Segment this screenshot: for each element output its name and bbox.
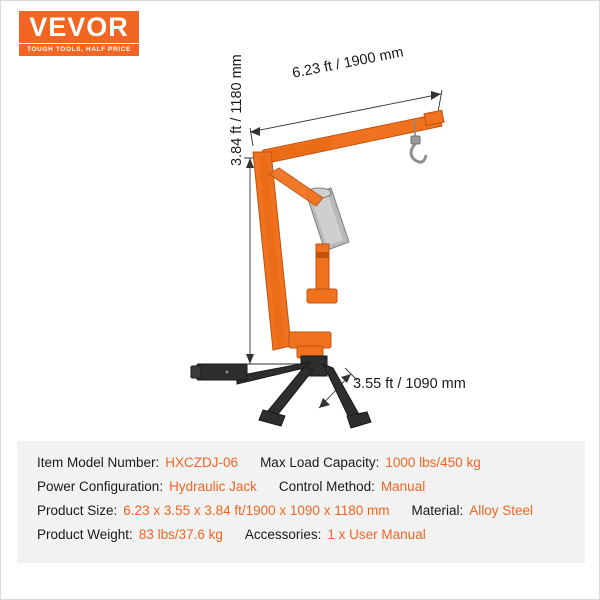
spec-row bbox=[37, 527, 565, 551]
spec-row bbox=[37, 503, 565, 527]
spec-label-size: Product Size: bbox=[37, 503, 118, 518]
dimension-boom-length: 6.23 ft / 1900 mm bbox=[291, 44, 405, 82]
dimension-base-depth: 3.55 ft / 1090 mm bbox=[353, 376, 466, 392]
crane-drawing bbox=[1, 46, 600, 431]
spec-value-accessories: 1 x User Manual bbox=[327, 527, 426, 542]
brand-name: VEVOR bbox=[19, 11, 139, 43]
spec-label-weight: Product Weight: bbox=[37, 527, 133, 542]
spec-value-model: HXCZDJ-06 bbox=[165, 455, 239, 470]
spec-row bbox=[37, 455, 565, 479]
spec-label-material: Material: bbox=[411, 503, 464, 518]
spec-label-control: Control Method: bbox=[278, 479, 375, 494]
dimension-height: 3.84 ft / 1180 mm bbox=[229, 54, 245, 166]
spec-value-size: 6.23 x 3.55 x 3.84 ft/1900 x 1090 x 1180 mm bbox=[123, 503, 390, 518]
spec-value-material: Alloy Steel bbox=[469, 503, 534, 518]
spec-value-weight: 83 lbs/37.6 kg bbox=[138, 527, 223, 542]
spec-label-power: Power Configuration: bbox=[37, 479, 164, 494]
spec-value-max-load: 1000 lbs/450 kg bbox=[385, 455, 481, 470]
specification-panel bbox=[17, 441, 585, 563]
spec-value-power: Hydraulic Jack bbox=[169, 479, 257, 494]
spec-value-control: Manual bbox=[380, 479, 426, 494]
spec-row bbox=[37, 479, 565, 503]
spec-label-accessories: Accessories: bbox=[244, 527, 322, 542]
spec-label-model: Item Model Number: bbox=[37, 455, 160, 470]
spec-label-max-load: Max Load Capacity: bbox=[260, 455, 380, 470]
brand-tagline: TOUGH TOOLS, HALF PRICE bbox=[19, 43, 139, 56]
product-illustration bbox=[1, 46, 600, 431]
